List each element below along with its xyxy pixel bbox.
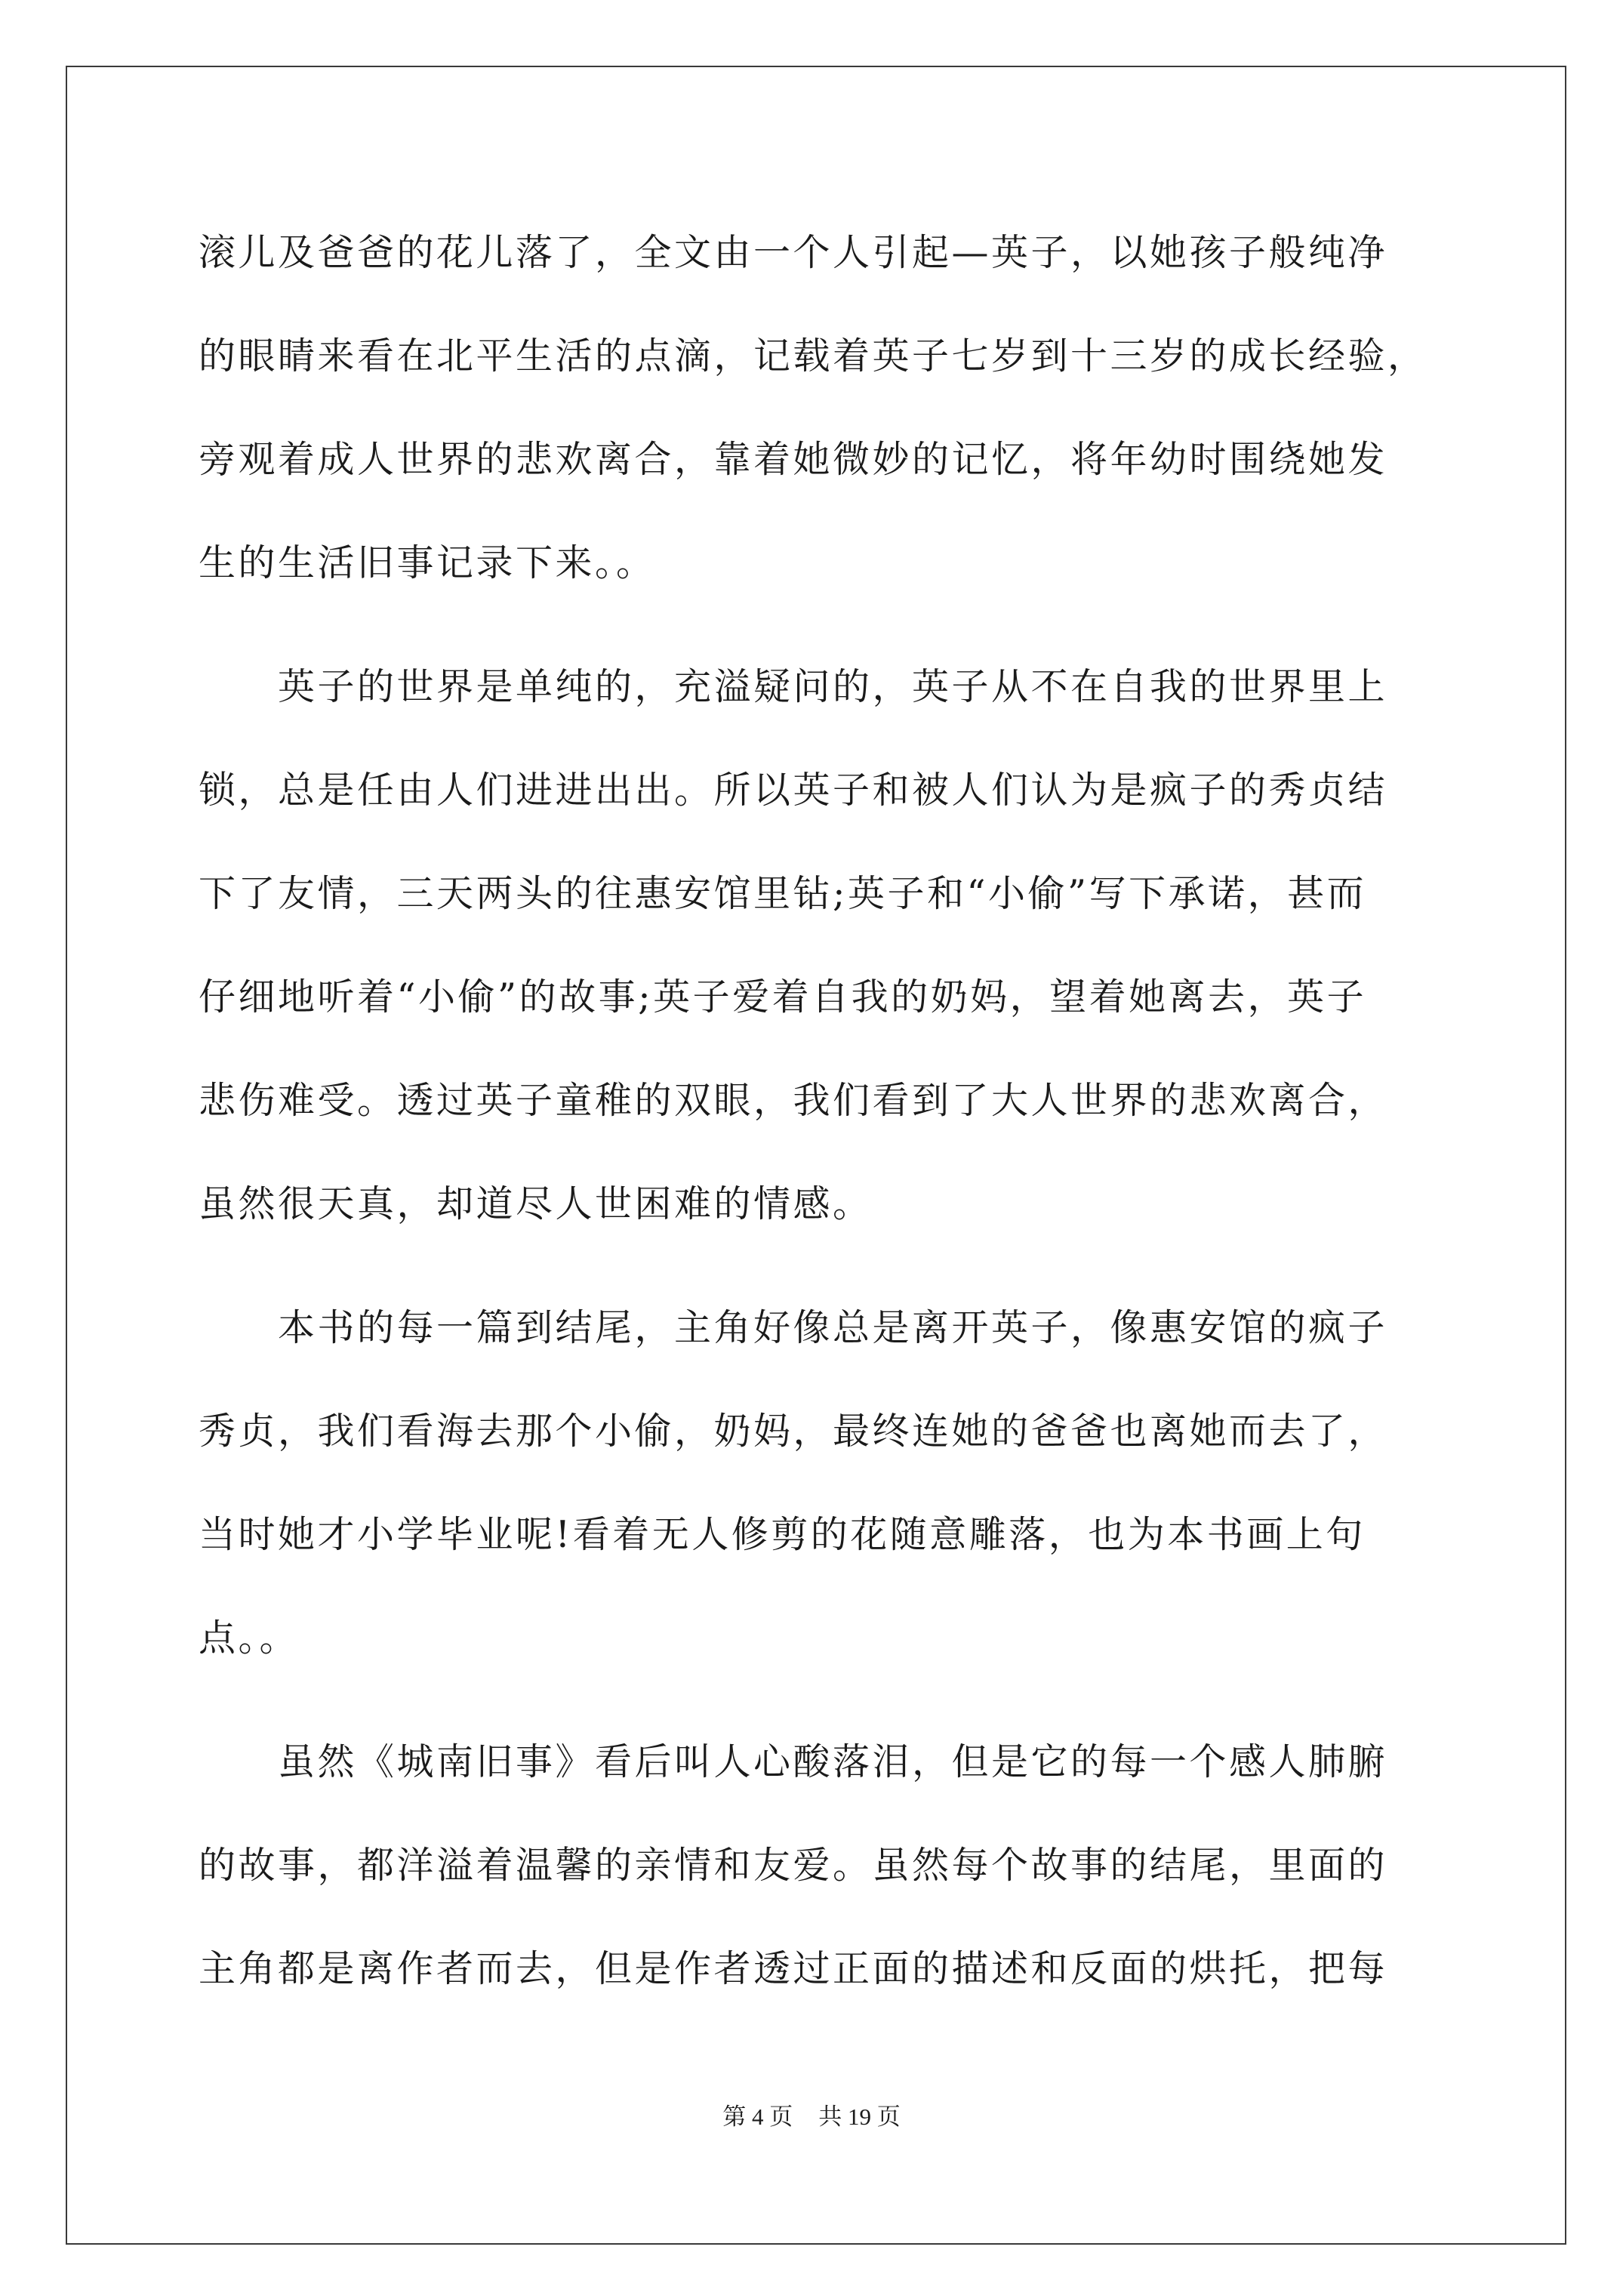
text-line: 的故事，都洋溢着温馨的亲情和友爱。虽然每个故事的结尾，里面的 [199, 1844, 1388, 1887]
page-border [66, 66, 1566, 2245]
text-line: 旁观着成人世界的悲欢离合，靠着她微妙的记忆，将年幼时围绕她发 [199, 438, 1388, 481]
text-line: 锁，总是任由人们进进出出。所以英子和被人们认为是疯子的秀贞结 [199, 769, 1388, 812]
text-line: 本书的每一篇到结尾，主角好像总是离开英子，像惠安馆的疯子 [199, 1306, 1388, 1349]
text-line: 当时她才小学毕业呢!看着无人修剪的花随意雕落，也为本书画上句 [199, 1513, 1366, 1556]
text-line: 仔细地听着“小偷”的故事;英子爱着自我的奶妈，望着她离去，英子 [199, 975, 1367, 1019]
page-footer [0, 2102, 1623, 2132]
text-line: 虽然《城南旧事》看后叫人心酸落泪，但是它的每一个感人肺腑 [199, 1740, 1388, 1783]
page-number: 第 4 页 [722, 2103, 793, 2130]
text-line: 悲伤难受。透过英子童稚的双眼，我们看到了大人世界的悲欢离合， [199, 1079, 1388, 1122]
text-line: 下了友情，三天两头的往惠安馆里钻;英子和“小偷”写下承诺，甚而 [199, 872, 1367, 915]
text-line: 主角都是离作者而去，但是作者透过正面的描述和反面的烘托，把每 [199, 1947, 1388, 1990]
page-total: 共 19 页 [818, 2103, 901, 2130]
text-line: 虽然很天真，却道尽人世困难的情感。 [199, 1182, 873, 1225]
text-line: 秀贞，我们看海去那个小偷，奶妈，最终连她的爸爸也离她而去了， [199, 1410, 1388, 1453]
text-line: 点。。 [199, 1616, 300, 1660]
text-line: 英子的世界是单纯的，充溢疑问的，英子从不在自我的世界里上 [199, 665, 1388, 708]
text-line: 生的生活旧事记录下来。。 [199, 541, 656, 584]
text-line: 滚儿及爸爸的花儿落了，全文由一个人引起—英子，以她孩子般纯净 [199, 231, 1388, 274]
text-line: 的眼睛来看在北平生活的点滴，记载着英子七岁到十三岁的成长经验， [199, 334, 1427, 378]
